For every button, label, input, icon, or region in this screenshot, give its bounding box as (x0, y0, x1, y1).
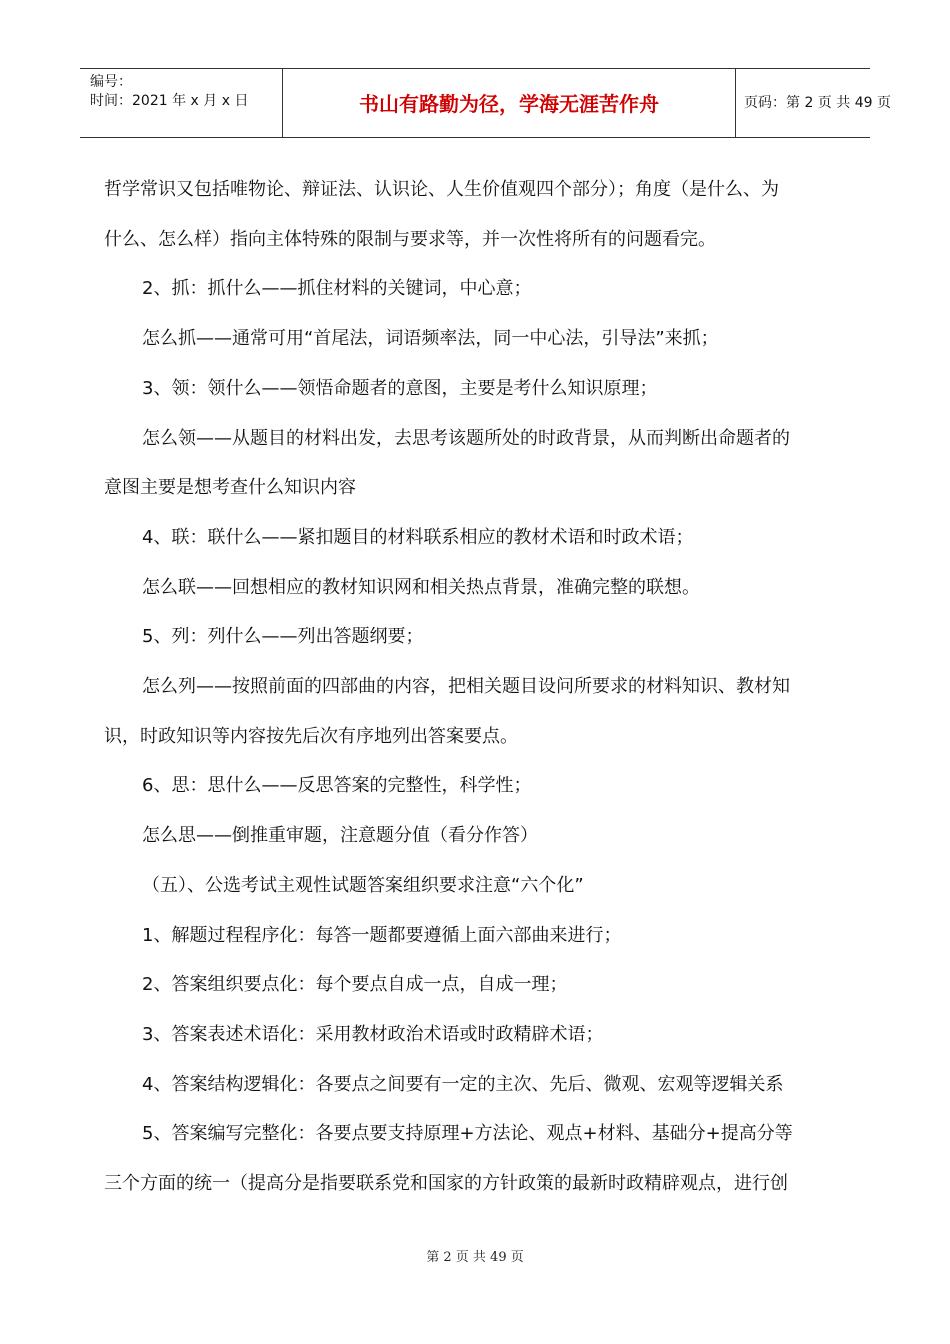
body-line: 怎么联——回想相应的教材知识网和相关热点背景，准确完整的联想。 (142, 576, 700, 598)
header-motto-cell (282, 69, 736, 137)
body-line: 3、答案表述术语化：采用教材政治术语或时政精辟术语； (142, 1023, 604, 1045)
header-meta-cell (80, 69, 282, 137)
body-line: 1、解题过程程序化：每答一题都要遵循上面六部曲来进行； (142, 924, 622, 946)
body-line: 怎么思——倒推重审题，注意题分值（看分作答） (142, 825, 538, 847)
document-header (80, 68, 891, 138)
body-line: 4、联：联什么——紧扣题目的材料联系相应的教材术语和时政术语； (142, 526, 694, 548)
body-line: 怎么列——按照前面的四部曲的内容，把相关题目设问所要求的材料知识、教材知 (142, 676, 790, 698)
body-line: 2、抓：抓什么——抓住材料的关键词，中心意； (142, 278, 532, 300)
header-motto: 书山有路勤为径，学海无涯苦作舟 (359, 92, 659, 116)
document-time-label: 时间：2021 年 x 月 x 日 (90, 93, 249, 109)
body-line: 识，时政知识等内容按先后次有序地列出答案要点。 (104, 725, 518, 747)
body-line: 三个方面的统一（提高分是指要联系党和国家的方针政策的最新时政精辟观点，进行创 (104, 1173, 788, 1195)
section-heading: （五）、公选考试主观性试题答案组织要求注意“六个化” (142, 874, 584, 896)
header-page-cell (735, 69, 891, 137)
body-line: 怎么领——从题目的材料出发，去思考该题所处的时政背景，从而判断出命题者的 (142, 427, 790, 449)
body-line: 5、列：列什么——列出答题纲要； (142, 626, 424, 648)
body-line: 6、思：思什么——反思答案的完整性，科学性； (142, 775, 532, 797)
body-line: 4、答案结构逻辑化：各要点之间要有一定的主次、先后、微观、宏观等逻辑关系 (142, 1073, 784, 1095)
page-footer: 第 2 页 共 49 页 (426, 1250, 524, 1265)
body-line: 怎么抓——通常可用“首尾法，词语频率法，同一中心法，引导法”来抓； (142, 328, 719, 350)
body-line: 哲学常识又包括唯物论、辩证法、认识论、人生价值观四个部分）；角度（是什么、为 (104, 179, 779, 200)
body-line: 3、领：领什么——领悟命题者的意图，主要是考什么知识原理； (142, 377, 658, 399)
header-page-info: 页码：第 2 页 共 49 页 (744, 95, 891, 111)
body-line: 5、答案编写完整化：各要点要支持原理+方法论、观点+材料、基础分+提高分等 (142, 1123, 793, 1145)
body-line: 意图主要是想考查什么知识内容 (104, 477, 356, 499)
body-line: 2、答案组织要点化：每个要点自成一点，自成一理； (142, 974, 568, 996)
document-body (104, 165, 850, 1209)
body-line: 什么、怎么样）指向主体特殊的限制与要求等，并一次性将所有的问题看完。 (104, 228, 716, 250)
document-number-label: 编号： (90, 74, 132, 90)
